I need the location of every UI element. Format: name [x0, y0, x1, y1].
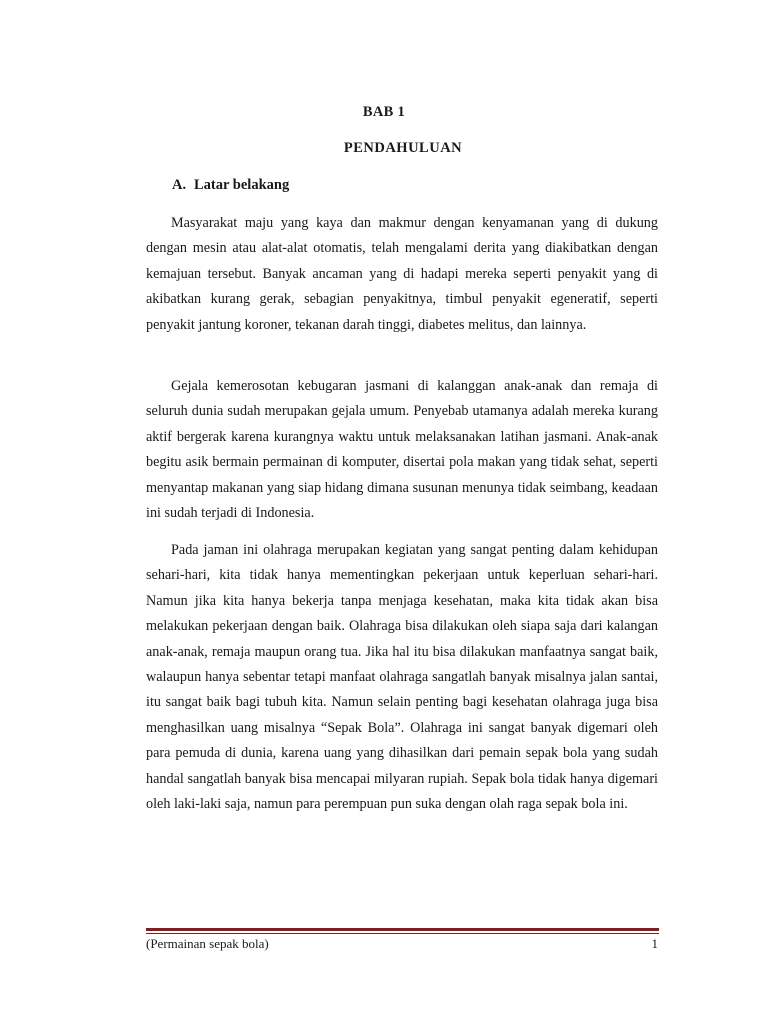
- footer-title: (Permainan sepak bola): [146, 936, 269, 951]
- footer-rule-thick: [146, 928, 659, 931]
- page-number: 1: [651, 936, 658, 951]
- section-heading: [172, 177, 289, 194]
- footer-rule-thin: [146, 933, 659, 934]
- chapter-title: PENDAHULUAN: [343, 140, 463, 156]
- section-number: A.: [172, 177, 187, 193]
- footer-rule: [146, 928, 659, 935]
- section-title: Latar belakang: [194, 177, 290, 193]
- paragraph-1: Masyarakat maju yang kaya dan makmur dengan kenyamanan yang di dukung dengan mesin atau alat-alat otomatis, telah mengalami derita yang diakibatkan dengan kemajuan tersebut. Banyak ancaman yang di hadapi mereka seperti penyakit yang di akibatkan kurang gerak, sebagian penyakitnya, timbul penyakit egeneratif, seperti penyakit jantung koroner, tekanan darah tinggi, diabetes melitus, dan lainnya.: [146, 215, 658, 333]
- chapter-number: BAB 1: [362, 104, 406, 120]
- paragraph-3: Pada jaman ini olahraga merupakan kegiatan yang sangat penting dalam kehidupan sehari-hari, kita tidak hanya mementingkan pekerjaan untuk keperluan sehari-hari. Namun jika kita hanya bekerja tanpa menjaga kesehatan, maka kita tidak akan bisa melakukan pekerjaan dengan baik. Olahraga bisa dilakukan oleh siapa saja dari kalangan anak-anak, remaja maupun orang tua. Jika hal itu bisa dilakukan manfaatnya sangat baik, walaupun hanya sebentar tetapi manfaat olahraga sangatlah banyak misalnya jalan santai, itu sangat baik bagi tubuh kita. Namun selain penting bagi kesehatan olahraga juga bisa menghasilkan uang misalnya “Sepak Bola”. Olahraga ini sangat banyak digemari oleh para pemuda di dunia, karena uang yang dihasilkan dari pemain sepak bola yang sudah handal sangatlah banyak bisa mencapai milyaran rupiah. Sepak bola tidak hanya digemari oleh laki-laki saja, namun para perempuan pun suka dengan olah raga sepak bola ini.: [146, 542, 658, 813]
- paragraph-2: Gejala kemerosotan kebugaran jasmani di kalanggan anak-anak dan remaja di seluruh dunia sudah merupakan gejala umum. Penyebab utamanya adalah mereka kurang aktif bergerak karena kurangnya waktu untuk melaksanakan latihan jasmani. Anak-anak begitu asik bermain permainan di komputer, disertai pola makan yang tidak sehat, seperti menyantap makanan yang siap hidang dimana susunan menunya tidak seimbang, keadaan ini sudah terjadi di Indonesia.: [146, 378, 658, 522]
